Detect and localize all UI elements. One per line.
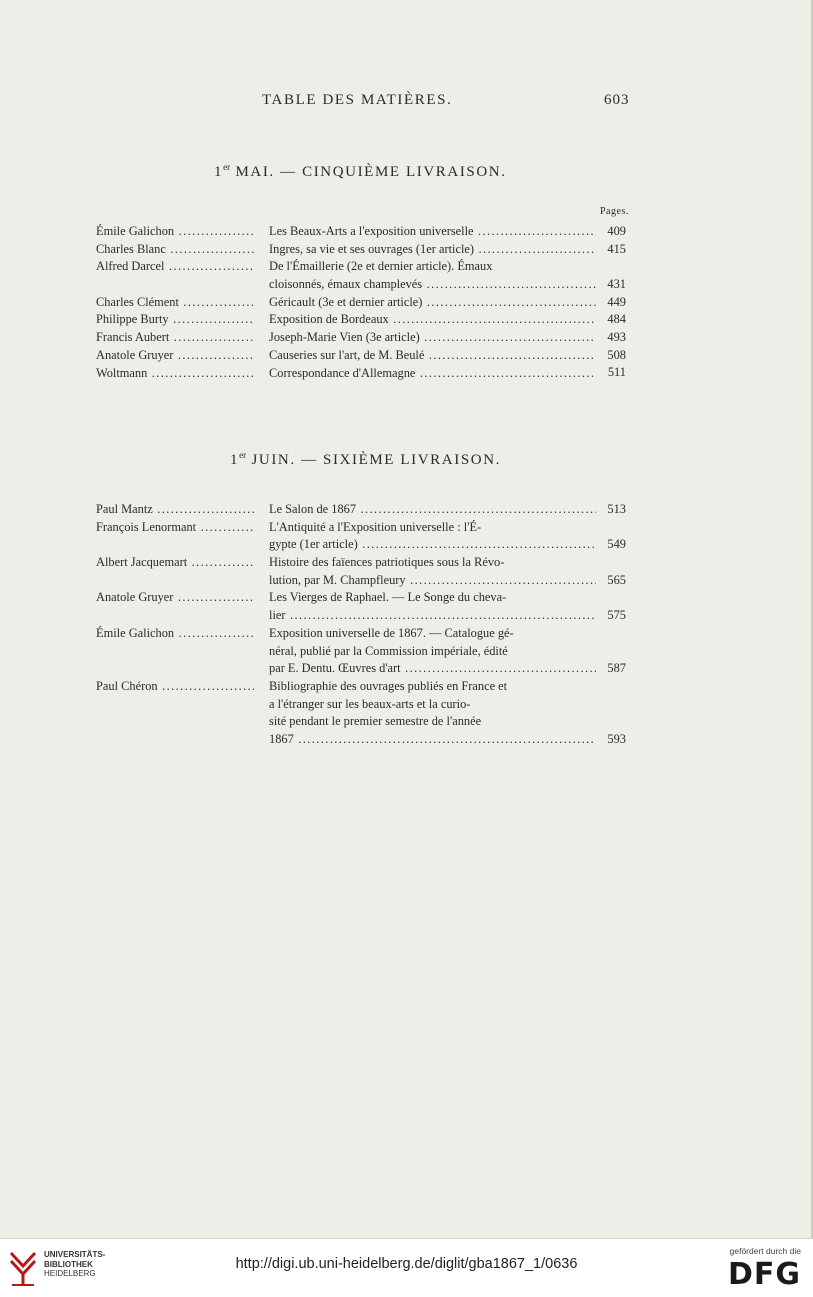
entry-title-line [269,329,604,347]
page-number: 603 [604,92,630,108]
entry-page-number: 431 [596,276,626,294]
entry-page-number: 593 [596,731,626,749]
toc-entry [96,258,626,293]
entry-title [269,329,626,347]
toc-entry [96,501,626,519]
entry-title [269,223,626,241]
entry-title-text: Causeries sur l'art, de M. Beulé ..... [269,347,604,365]
entry-title-line [269,223,604,241]
toc-entry [96,223,626,241]
entry-page-number: 493 [596,329,626,347]
university-name: UNIVERSITÄTS- BIBLIOTHEK HEIDELBERG [44,1250,106,1278]
entry-title-text: Ingres, sa vie et ses ouvrages (1er article) ..... [269,241,604,259]
entry-title-text: 1867 ..... [269,731,604,749]
entry-title-line [269,501,604,519]
entry-author: Anatole Gruyer ..... [96,347,254,365]
toc-entry [96,365,626,383]
entry-title [269,625,626,678]
entry-title-line [269,347,604,365]
entry-title [269,294,626,312]
entry-title-text: a l'étranger sur les beaux-arts et la curio- [269,696,471,711]
entry-title-text: Géricault (3e et dernier article) ..... [269,294,604,312]
entry-title-line [269,241,604,259]
entry-title-text: Exposition universelle de 1867. — Catalogue gé- [269,625,514,640]
entry-title-line [269,572,604,590]
toc-entry [96,347,626,365]
entry-title-line [269,311,604,329]
entry-title-line [269,731,604,749]
toc-entry [96,519,626,554]
section-title-mai: 1er MAI. — CINQUIÈME LIVRAISON. [214,162,507,180]
entry-title-line [269,607,604,625]
toc-entry [96,241,626,259]
entry-title-line [269,258,626,276]
entry-title [269,311,626,329]
entry-page-number: 415 [596,241,626,259]
entry-author: François Lenormant ..... [96,519,254,537]
viewer-footer [0,1238,813,1297]
entry-page-number: 449 [596,294,626,312]
entry-title-text: Bibliographie des ouvrages publiés en France et [269,678,508,693]
entry-title-line [269,294,604,312]
entry-page-number: 511 [596,364,626,382]
entry-title-text: néral, publié par la Commission impériale, édité [269,643,508,658]
entry-title-text: Les Vierges de Raphael. — Le Songe du cheva- [269,590,507,605]
section-title-juin: 1er JUIN. — SIXIÈME LIVRAISON. [230,450,501,468]
entry-author: Anatole Gruyer ..... [96,589,254,607]
entry-author: Émile Galichon ..... [96,625,254,643]
entry-page-number: 484 [596,311,626,329]
entry-title-line [269,678,626,696]
entry-title [269,678,626,749]
entry-author: Philippe Burty ..... [96,311,254,329]
entry-title-text: De l'Émaillerie (2e et dernier article). Émaux [269,259,493,274]
entry-title [269,501,626,519]
entry-title-line [269,589,626,607]
entry-page-number: 587 [596,660,626,678]
entry-page-number: 513 [596,501,626,519]
entry-title-line [269,365,604,383]
entry-title-line [269,660,604,678]
entry-title-line [269,536,604,554]
entry-title-line [269,554,626,572]
entry-title-text: par E. Dentu. Œuvres d'art ..... [269,660,604,678]
entry-title-text: lier ..... [269,607,604,625]
running-head: TABLE DES MATIÈRES. [262,92,453,108]
entry-author: Émile Galichon ..... [96,223,254,241]
entry-title [269,589,626,624]
entry-title-text: Histoire des faïences patriotiques sous la Révo- [269,555,505,570]
entry-title [269,347,626,365]
entry-title-line [269,625,626,643]
toc-entry [96,678,626,749]
entry-title-line [269,713,626,731]
toc-list-mai [96,223,626,382]
entry-title-text: Les Beaux-Arts a l'exposition universelle ..... [269,223,604,241]
entry-title-line [269,696,626,714]
toc-entry [96,329,626,347]
entry-title-text: Exposition de Bordeaux ..... [269,311,604,329]
entry-title-text: L'Antiquité a l'Exposition universelle : l'É- [269,519,482,534]
entry-author: Francis Aubert ..... [96,329,254,347]
toc-entry [96,294,626,312]
entry-author: Charles Clément ..... [96,294,254,312]
toc-list-juin [96,501,626,749]
entry-page-number: 575 [596,607,626,625]
entry-title [269,258,626,293]
toc-entry [96,589,626,624]
entry-title-line [269,643,626,661]
entry-title-text: Joseph-Marie Vien (3e article) ..... [269,329,604,347]
entry-title [269,554,626,589]
entry-author: Albert Jacquemart ..... [96,554,254,572]
entry-author: Charles Blanc ..... [96,241,254,259]
entry-title-text: lution, par M. Champfleury ..... [269,572,604,590]
entry-title [269,365,626,383]
entry-title-text: gypte (1er article) ..... [269,536,604,554]
entry-title [269,241,626,259]
toc-entry [96,311,626,329]
entry-author: Alfred Darcel ..... [96,258,254,276]
funding-text: gefördert durch die [729,1246,801,1256]
entry-page-number: 409 [596,223,626,241]
entry-title-line [269,276,604,294]
toc-entry [96,625,626,678]
entry-title [269,519,626,554]
entry-title-text: Le Salon de 1867 ..... [269,501,604,519]
entry-title-text: sité pendant le premier semestre de l'année [269,714,482,729]
toc-entry [96,554,626,589]
entry-author: Paul Chéron ..... [96,678,254,696]
entry-page-number: 565 [596,572,626,590]
entry-title-text: Correspondance d'Allemagne ..... [269,365,604,383]
entry-author: Woltmann ..... [96,365,254,383]
pages-column-label: Pages. [600,206,629,217]
dfg-logo: DFG [727,1257,801,1292]
entry-title-text: cloisonnés, émaux champlevés ..... [269,276,604,294]
permalink-url[interactable]: http://digi.ub.uni-heidelberg.de/diglit/gba1867_1/0636 [235,1256,578,1272]
entry-page-number: 549 [596,536,626,554]
entry-title-line [269,519,626,537]
entry-author: Paul Mantz ..... [96,501,254,519]
entry-page-number: 508 [596,347,626,365]
